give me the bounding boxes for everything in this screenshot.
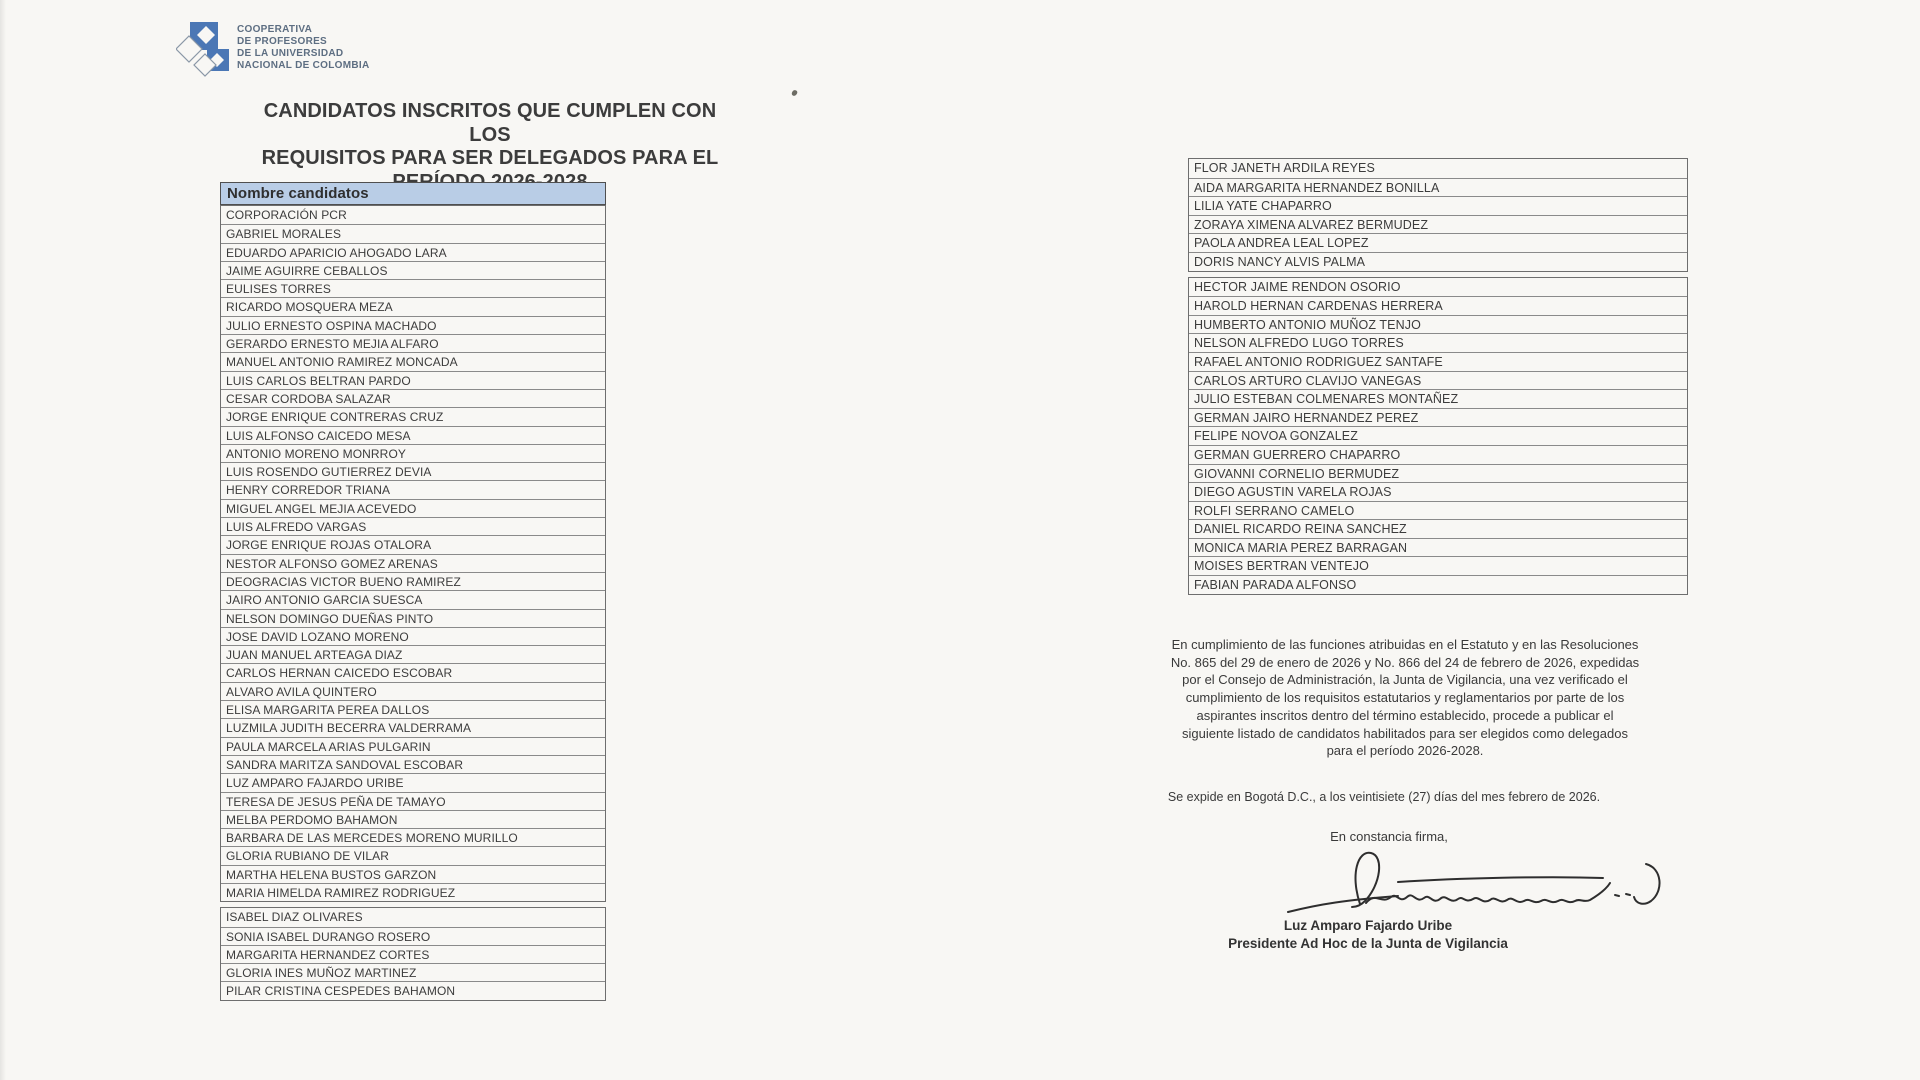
statement-paragraph	[1105, 636, 1705, 760]
org-name	[237, 24, 369, 72]
document-title	[250, 100, 730, 194]
candidate-row: GABRIEL MORALES	[221, 224, 605, 242]
candidate-row: FABIAN PARADA ALFONSO	[1189, 575, 1687, 594]
candidate-row: CORPORACIÓN PCR	[226, 208, 347, 222]
candidate-row: SANDRA MARITZA SANDOVAL ESCOBAR	[221, 755, 605, 773]
candidates-group-4	[1188, 277, 1688, 595]
signer-block	[1068, 917, 1668, 953]
candidate-row: ZORAYA XIMENA ALVAREZ BERMUDEZ	[1189, 215, 1687, 234]
candidate-row: LUZMILA JUDITH BECERRA VALDERRAMA	[221, 718, 605, 736]
candidate-row: DORIS NANCY ALVIS PALMA	[1189, 252, 1687, 271]
candidate-row: CARLOS HERNAN CAICEDO ESCOBAR	[221, 663, 605, 681]
signer-name: Luz Amparo Fajardo Uribe	[1283, 918, 1453, 933]
candidate-row: DIEGO AGUSTIN VARELA ROJAS	[1189, 482, 1687, 501]
candidate-row: JUAN MANUEL ARTEAGA DIAZ	[221, 645, 605, 663]
candidate-row: JOSE DAVID LOZANO MORENO	[221, 627, 605, 645]
candidate-row: NELSON DOMINGO DUEÑAS PINTO	[221, 609, 605, 627]
scan-edge-shadow	[0, 0, 6, 1080]
org-name-line: COOPERATIVA	[237, 24, 313, 35]
issued-at-line: Se expide en Bogotá D.C., a los veintisiete (27) días del mes febrero de 2026.	[1167, 790, 1601, 804]
candidate-row: DEOGRACIAS VICTOR BUENO RAMIREZ	[221, 572, 605, 590]
candidate-row: JORGE ENRIQUE ROJAS OTALORA	[221, 535, 605, 553]
statement-paragraph-line: para el período 2026-2028.	[1326, 743, 1484, 759]
candidate-row: LUIS ALFREDO VARGAS	[221, 517, 605, 535]
statement-paragraph-line: En cumplimiento de las funciones atribuidas en el Estatuto y en las Resoluciones	[1171, 637, 1639, 652]
coop-logo-icon	[176, 22, 233, 82]
candidate-row: ROLFI SERRANO CAMELO	[1189, 501, 1687, 520]
candidate-row: JULIO ESTEBAN COLMENARES MONTAÑEZ	[1189, 389, 1687, 408]
statement-paragraph-line: No. 865 del 29 de enero de 2026 y No. 866 del 24 de febrero de 2026, expedidas	[1170, 654, 1640, 670]
candidate-row: CARLOS ARTURO CLAVIJO VANEGAS	[1189, 371, 1687, 390]
candidate-row: SONIA ISABEL DURANGO ROSERO	[221, 927, 605, 945]
candidate-row: BARBARA DE LAS MERCEDES MORENO MURILLO	[221, 828, 605, 846]
candidate-row: FELIPE NOVOA GONZALEZ	[1189, 426, 1687, 445]
candidate-row: MOISES BERTRAN VENTEJO	[1189, 556, 1687, 575]
candidate-row: MELBA PERDOMO BAHAMON	[221, 810, 605, 828]
candidate-row: ISABEL DIAZ OLIVARES	[226, 910, 363, 925]
statement-paragraph-line: aspirantes inscritos dentro del término establecido, procede a publicar el	[1196, 707, 1614, 723]
candidate-row: JAIME AGUIRRE CEBALLOS	[221, 261, 605, 279]
candidate-row: NELSON ALFREDO LUGO TORRES	[1189, 333, 1687, 352]
closing-line: En constancia firma,	[1330, 829, 1448, 844]
candidate-row: GIOVANNI CORNELIO BERMUDEZ	[1189, 464, 1687, 483]
candidate-row: MARIA HIMELDA RAMIREZ RODRIGUEZ	[221, 883, 605, 901]
candidate-row: CESAR CORDOBA SALAZAR	[221, 389, 605, 407]
candidate-row: MIGUEL ANGEL MEJIA ACEVEDO	[221, 499, 605, 517]
candidate-row: AIDA MARGARITA HERNANDEZ BONILLA	[1189, 178, 1687, 197]
candidate-row: LUIS ROSENDO GUTIERREZ DEVIA	[221, 462, 605, 480]
handwritten-signature	[1248, 844, 1688, 923]
table-header-nombre-candidatos: Nombre candidatos	[220, 182, 606, 206]
candidate-row: MANUEL ANTONIO RAMIREZ MONCADA	[221, 352, 605, 370]
document-title-line: REQUISITOS PARA SER DELEGADOS PARA EL	[261, 147, 719, 169]
candidate-row: HENRY CORREDOR TRIANA	[221, 480, 605, 498]
candidates-table-page2	[1188, 158, 1688, 595]
org-name-line: DE LA UNIVERSIDAD	[237, 48, 344, 59]
candidate-row: LUIS ALFONSO CAICEDO MESA	[221, 426, 605, 444]
org-name-line: DE PROFESORES	[237, 36, 328, 47]
candidates-table-page1	[220, 182, 606, 1001]
scan-speck-artifact	[791, 89, 798, 97]
candidates-group-1	[220, 205, 606, 902]
candidate-row: JAIRO ANTONIO GARCIA SUESCA	[221, 590, 605, 608]
candidate-row: MONICA MARIA PEREZ BARRAGAN	[1189, 538, 1687, 557]
candidate-row: JULIO ERNESTO OSPINA MACHADO	[221, 316, 605, 334]
candidate-row: GERMAN GUERRERO CHAPARRO	[1189, 445, 1687, 464]
candidates-group-2	[220, 907, 606, 1000]
candidate-row: ALVARO AVILA QUINTERO	[221, 682, 605, 700]
candidate-row: JORGE ENRIQUE CONTRERAS CRUZ	[221, 407, 605, 425]
candidate-row: TERESA DE JESUS PEÑA DE TAMAYO	[221, 792, 605, 810]
candidate-row: HECTOR JAIME RENDON OSORIO	[1194, 279, 1401, 294]
signer-title: Presidente Ad Hoc de la Junta de Vigilancia	[1228, 936, 1508, 951]
candidate-row: EULISES TORRES	[221, 279, 605, 297]
candidate-row: NESTOR ALFONSO GOMEZ ARENAS	[221, 554, 605, 572]
candidate-row: GERARDO ERNESTO MEJIA ALFARO	[221, 334, 605, 352]
candidate-row: GLORIA INES MUÑOZ MARTINEZ	[221, 963, 605, 981]
statement-paragraph-line: siguiente listado de candidatos habilitados para ser elegidos como delegados	[1182, 725, 1628, 741]
candidate-row: EDUARDO APARICIO AHOGADO LARA	[221, 243, 605, 261]
candidate-row: MARGARITA HERNANDEZ CORTES	[221, 945, 605, 963]
statement-paragraph-line: cumplimiento de los requisitos estatutarios y reglamentarios por parte de los	[1185, 690, 1625, 706]
candidate-row: HUMBERTO ANTONIO MUÑOZ TENJO	[1189, 315, 1687, 334]
candidate-row: GERMAN JAIRO HERNANDEZ PEREZ	[1189, 408, 1687, 427]
org-name-line: NACIONAL DE COLOMBIA	[237, 60, 370, 71]
candidates-group-3	[1188, 158, 1688, 272]
candidate-row: MARTHA HELENA BUSTOS GARZON	[221, 865, 605, 883]
candidate-row: RICARDO MOSQUERA MEZA	[221, 297, 605, 315]
candidate-row: PAULA MARCELA ARIAS PULGARIN	[221, 737, 605, 755]
document-title-line: CANDIDATOS INSCRITOS QUE CUMPLEN CON LOS	[263, 100, 717, 146]
candidate-row: ELISA MARGARITA PEREA DALLOS	[221, 700, 605, 718]
candidate-row: FLOR JANETH ARDILA REYES	[1194, 161, 1375, 175]
candidate-row: PILAR CRISTINA CESPEDES BAHAMON	[221, 981, 605, 999]
candidate-row: GLORIA RUBIANO DE VILAR	[221, 846, 605, 864]
candidate-row: ANTONIO MORENO MONRROY	[221, 444, 605, 462]
candidate-row: PAOLA ANDREA LEAL LOPEZ	[1189, 233, 1687, 252]
candidate-row: RAFAEL ANTONIO RODRIGUEZ SANTAFE	[1189, 352, 1687, 371]
candidate-row: LUZ AMPARO FAJARDO URIBE	[221, 773, 605, 791]
statement-paragraph-line: por el Consejo de Administración, la Junta de Vigilancia, una vez verificado el	[1182, 672, 1628, 688]
candidate-row: HAROLD HERNAN CARDENAS HERRERA	[1189, 296, 1687, 315]
candidate-row: LILIA YATE CHAPARRO	[1189, 196, 1687, 215]
candidate-row: DANIEL RICARDO REINA SANCHEZ	[1189, 519, 1687, 538]
candidate-row: LUIS CARLOS BELTRAN PARDO	[221, 371, 605, 389]
